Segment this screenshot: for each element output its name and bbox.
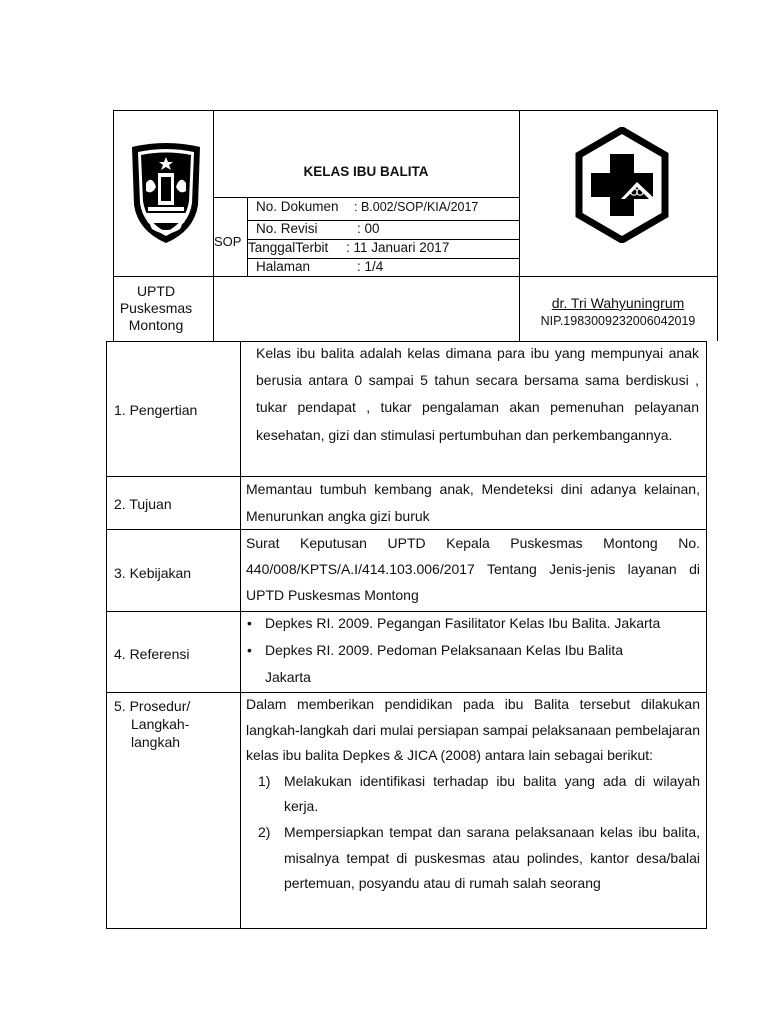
doc-number-value: : B.002/SOP/KIA/2017	[354, 200, 479, 214]
list-item: • Depkes RI. 2009. Pedoman Pelaksanaan Kelas Ibu Balita Jakarta	[246, 637, 665, 691]
section-label-tujuan: 2. Tujuan	[114, 496, 172, 512]
section-text-pengertian: Kelas ibu balita adalah kelas dimana para ibu yang mempunyai anak berusia antara 0 sampai 5 tahun secara bersama sama berdiskusi , tukar pendapat , tukar pengalaman akan pemenuhan pelayanan kesehatan, gizi dan stimulasi pertumbuhan dan perkembangannya.	[256, 345, 699, 443]
page-value: : 1/4	[357, 259, 384, 274]
list-item: 1) Melakukan identifikasi terhadap ibu balita yang ada di wilayah kerja.	[258, 772, 700, 815]
bullet-icon: •	[247, 615, 252, 631]
list-item: 2) Mempersiapkan tempat dan sarana pelaksanaan kelas ibu balita, misalnya tempat di puskesmas atau polindes, kantor desa/balai pertemuan, posyandu atau di rumah salah seorang	[258, 823, 700, 892]
issue-date-value: : 11 Januari 2017	[346, 240, 450, 255]
page-title: KELAS IBU BALITA	[303, 164, 429, 179]
signer-nip: NIP.198300923200604201​9	[540, 314, 696, 328]
list-item: • Depkes RI. 2009. Pegangan Fasilitator Kelas Ibu Balita. Jakarta	[246, 610, 700, 637]
section-text-kebijakan: Surat Keputusan UPTD Kepala Puskesmas Montong No. 440/008/KPTS/A.I/414.103.006/2017 Tentang Jenis-jenis layanan di UPTD Puskesmas Montong	[246, 535, 700, 603]
page-label: Halaman	[256, 259, 311, 274]
revision-label: No. Revisi	[256, 221, 318, 236]
bullet-icon: •	[247, 642, 252, 658]
section-label-referensi: 4. Referensi	[114, 646, 190, 662]
doc-number-label: No. Dokumen	[256, 199, 339, 214]
section-label-kebijakan: 3. Kebijakan	[114, 565, 192, 581]
reference-list	[246, 610, 700, 691]
puskesmas-logo	[575, 127, 669, 243]
section-label-prosedur: 5. Prosedur/ Langkah- langkah	[114, 698, 191, 750]
signer-name: dr. Tri Wahyuningrum	[551, 295, 685, 311]
section-label-pengertian: 1. Pengertian	[114, 402, 198, 418]
issue-date-label: TanggalTerbit	[248, 240, 329, 255]
revision-value: : 00	[357, 221, 380, 236]
province-crest-logo	[128, 143, 204, 247]
section-text-prosedur: Dalam memberikan pendidikan pada ibu Balita tersebut dilakukan langkah-langkah dari mulai persiapan sampai pelaksanaan pembelajaran kelas ibu balita Depkes & JICA (2008) antara lain sebagai berikut: 1) Melakukan identifikasi terhadap ibu balita yang ada di wilayah kerja. 2) Mempersiapkan tempat dan sarana pelaksanaan kelas ibu balita, misalnya tempat di puskesmas atau polindes, kantor desa/balai pertemuan, posyandu atau di rumah salah seorang	[246, 692, 700, 897]
sop-label: SOP	[214, 234, 242, 249]
section-text-tujuan: Memantau tumbuh kembang anak, Mendeteksi dini adanya kelainan, Menurunkan angka gizi buruk	[246, 481, 700, 524]
org-name: UPTD Puskesmas Montong	[119, 283, 193, 333]
